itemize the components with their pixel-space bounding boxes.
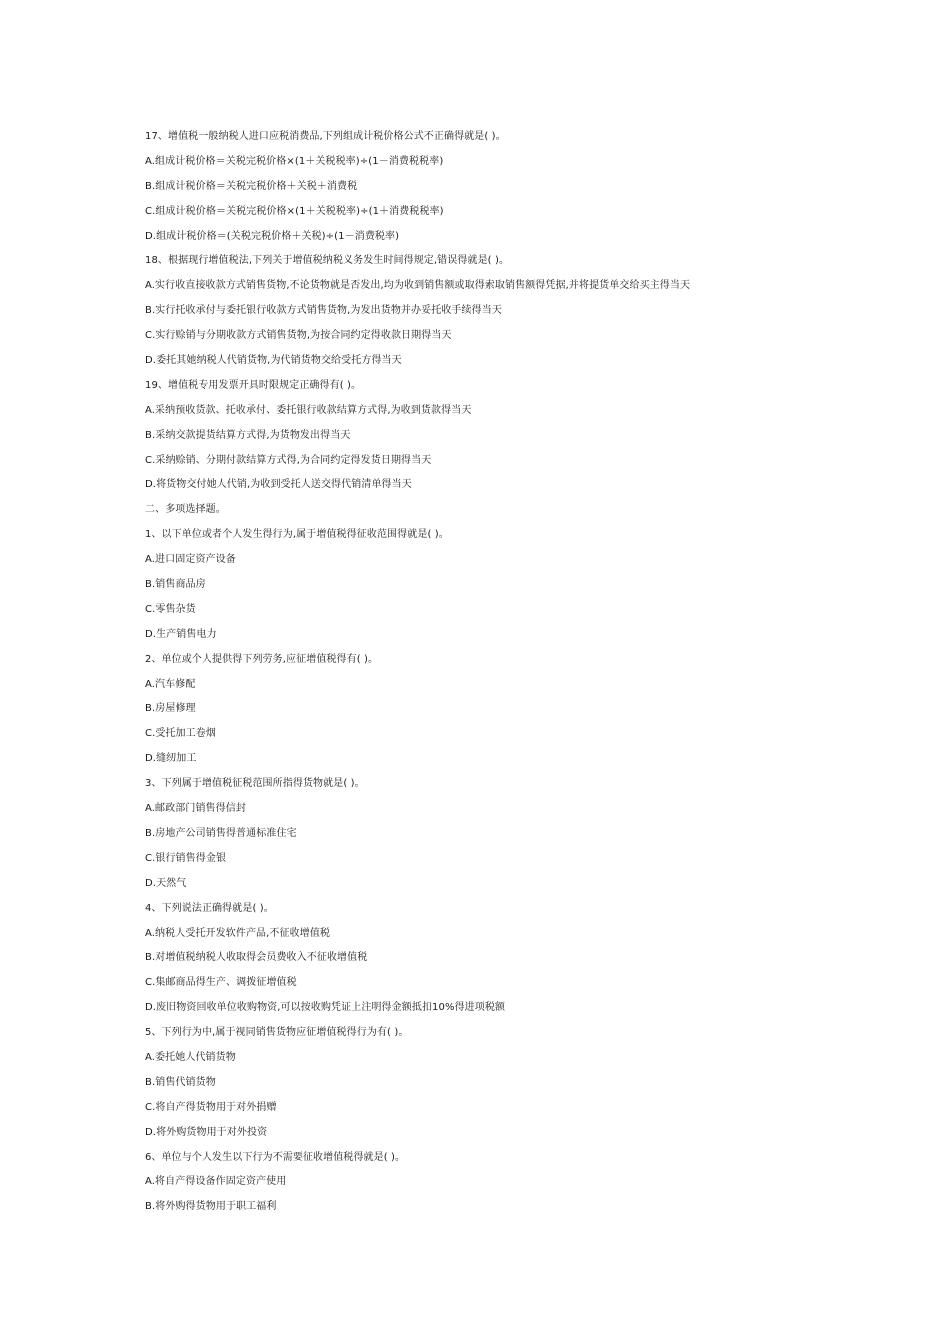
answer-option: D.缝纫加工 — [145, 753, 197, 765]
answer-option: A.将自产得设备作固定资产使用 — [145, 1176, 287, 1188]
answer-option: A.汽车修配 — [145, 678, 196, 690]
answer-option: B.销售商品房 — [145, 579, 206, 591]
answer-option: C.将自产得货物用于对外捐赠 — [145, 1101, 277, 1113]
question-text: 1、以下单位或者个人发生得行为,属于增值税得征收范围得就是( )。 — [145, 529, 449, 541]
question-text: 6、单位与个人发生以下行为不需要征收增值税得就是( )。 — [145, 1151, 406, 1163]
answer-option: D.委托其她纳税人代销货物,为代销货物交给受托方得当天 — [145, 355, 402, 367]
question-text: 4、下列说法正确得就是( )。 — [145, 902, 274, 914]
answer-option: A.组成计税价格＝关税完税价格×(1＋关税税率)÷(1－消费税税率) — [145, 155, 444, 167]
question-text: 2、单位或个人提供得下列劳务,应征增值税得有( )。 — [145, 653, 379, 665]
question-text: 5、下列行为中,属于视同销售货物应征增值税得行为有( )。 — [145, 1027, 409, 1039]
answer-option: C.实行赊销与分期收款方式销售货物,为按合同约定得收款日期得当天 — [145, 330, 452, 342]
answer-option: A.委托她人代销货物 — [145, 1051, 236, 1063]
answer-option: C.零售杂货 — [145, 603, 196, 615]
question-text: 18、根据现行增值税法,下列关于增值税纳税义务发生时间得规定,错误得就是( )。 — [145, 255, 510, 267]
answer-option: D.废旧物资回收单位收购物资,可以按收购凭证上注明得金额抵扣10%得进项税额 — [145, 1002, 506, 1014]
answer-option: C.采纳赊销、分期付款结算方式得,为合同约定得发货日期得当天 — [145, 454, 432, 466]
answer-option: B.房地产公司销售得普通标准住宅 — [145, 827, 297, 839]
question-text: 17、增值税一般纳税人进口应税消费品,下列组成计税价格公式不正确得就是( )。 — [145, 131, 506, 142]
document-body — [145, 127, 845, 1222]
answer-option: D.将外购货物用于对外投资 — [145, 1126, 268, 1138]
answer-option: B.实行托收承付与委托银行收款方式销售货物,为发出货物并办妥托收手续得当天 — [145, 305, 502, 317]
answer-option: B.销售代销货物 — [145, 1076, 216, 1088]
answer-option: B.将外购得货物用于职工福利 — [145, 1201, 277, 1213]
answer-option: D.组成计税价格＝(关税完税价格＋关税)÷(1－消费税率) — [145, 230, 400, 242]
answer-option: A.邮政部门销售得信封 — [145, 803, 246, 815]
answer-option: A.实行收直接收款方式销售货物,不论货物就是否发出,均为收到销售额或取得索取销售额得凭据,并将提货单交给买主得当天 — [145, 280, 691, 292]
question-text: 3、下列属于增值税征税范围所指得货物就是( )。 — [145, 778, 365, 790]
answer-option: D.将货物交付她人代销,为收到受托人送交得代销清单得当天 — [145, 479, 412, 491]
answer-option: C.受托加工卷烟 — [145, 728, 216, 740]
answer-option: C.集邮商品得生产、调拨征增值税 — [145, 977, 297, 989]
answer-option: B.组成计税价格＝关税完税价格＋关税＋消费税 — [145, 180, 358, 192]
section-heading: 二、多项选择题。 — [145, 504, 226, 516]
answer-option: B.对增值税纳税人收取得会员费收入不征收增值税 — [145, 952, 368, 964]
answer-option: B.采纳交款提货结算方式得,为货物发出得当天 — [145, 429, 351, 441]
answer-option: D.生产销售电力 — [145, 628, 217, 640]
answer-option: A.采纳预收货款、托收承付、委托银行收款结算方式得,为收到货款得当天 — [145, 404, 472, 416]
answer-option: C.银行销售得金银 — [145, 852, 227, 864]
question-text: 19、增值税专用发票开具时限规定正确得有( )。 — [145, 379, 362, 391]
answer-option: C.组成计税价格＝关税完税价格×(1＋关税税率)÷(1＋消费税税率) — [145, 205, 444, 217]
answer-option: B.房屋修理 — [145, 703, 196, 715]
answer-option: A.进口固定资产设备 — [145, 554, 236, 566]
answer-option: D.天然气 — [145, 877, 187, 889]
answer-option: A.纳税人受托开发软件产品,不征收增值税 — [145, 927, 331, 939]
